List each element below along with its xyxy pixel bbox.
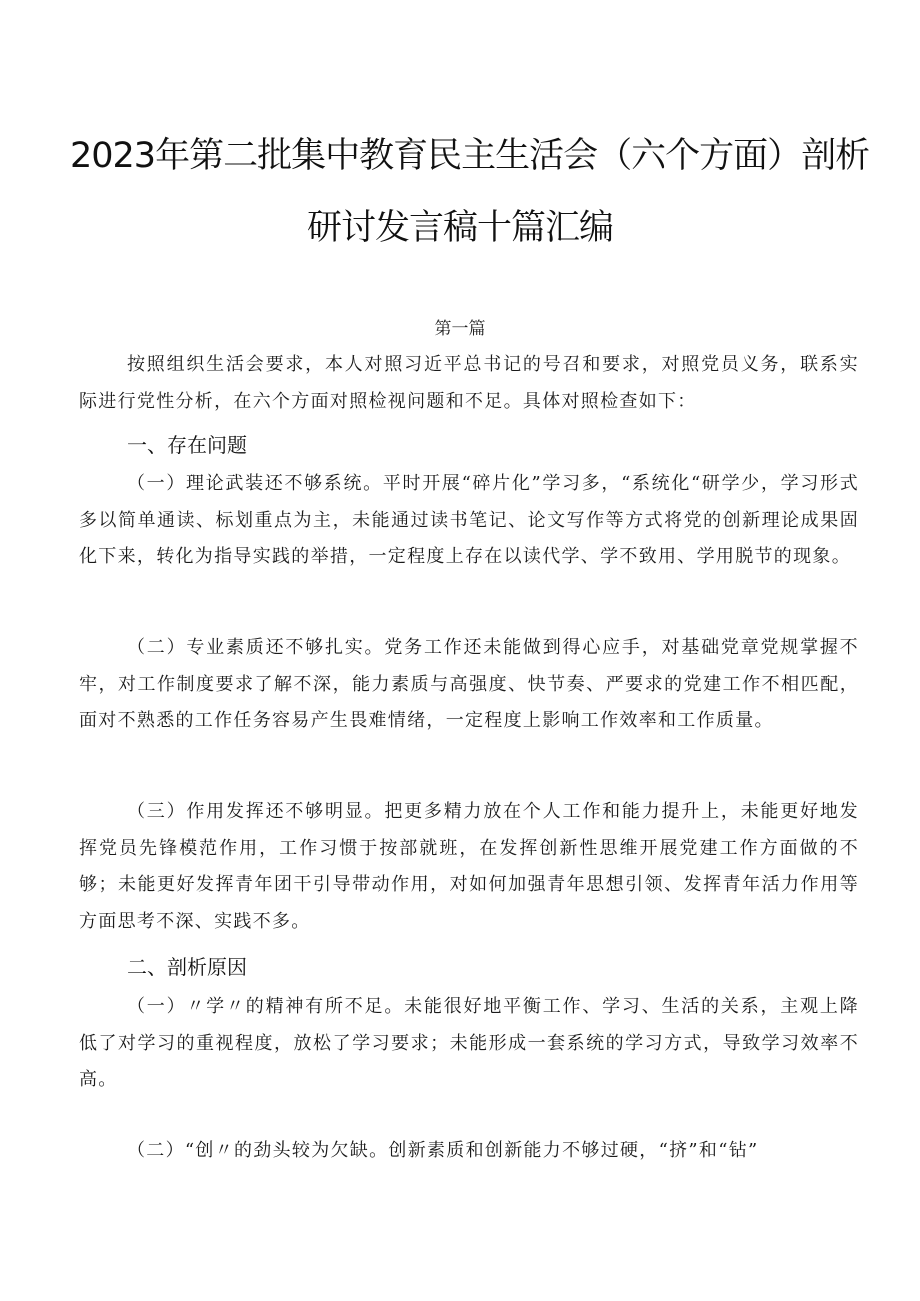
cause-paragraph-2: （二）“创〃的劲头较为欠缺。创新素质和创新能力不够过硬，“挤”和“钻” bbox=[127, 1140, 759, 1161]
chapter-label: 第一篇 bbox=[434, 319, 486, 339]
document-title-line-2: 研讨发言稿十篇汇编 bbox=[306, 208, 613, 248]
section-heading-causes: 二、剖析原因 bbox=[127, 955, 247, 979]
cause-paragraph-1: （一）〃学〃的精神有所不足。未能很好地平衡工作、学习、生活的关系，主观上降低了对学习的重视程度，放松了学习要求；未能形成一套系统的学习方式，导致学习效率不高。 bbox=[79, 996, 859, 1090]
intro-paragraph: 按照组织生活会要求，本人对照习近平总书记的号召和要求，对照党员义务，联系实际进行党性分析，在六个方面对照检视问题和不足。具体对照检查如下： bbox=[79, 354, 859, 412]
document-title-line-1: 2023年第二批集中教育民主生活会（六个方面）剖析 bbox=[70, 136, 870, 176]
problem-paragraph-3: （三）作用发挥还不够明显。把更多精力放在个人工作和能力提升上，未能更好地发挥党员先锋模范作用，工作习惯于按部就班，在发挥创新性思维开展党建工作方面做的不够；未能更好发挥青年团干引导带动作用，对如何加强青年思想引领、发挥青年活力作用等方面思考不深、实践不多。 bbox=[79, 801, 859, 932]
section-heading-problems: 一、存在问题 bbox=[127, 433, 247, 457]
problem-paragraph-1: （一）理论武装还不够系统。平时开展“碎片化”学习多，“系统化“研学少，学习形式多以简单通读、标划重点为主，未能通过读书笔记、论文写作等方式将党的创新理论成果固化下来，转化为指导实践的举措，一定程度上存在以读代学、学不致用、学用脱节的现象。 bbox=[79, 473, 859, 567]
problem-paragraph-2: （二）专业素质还不够扎实。党务工作还未能做到得心应手，对基础党章党规掌握不牢，对工作制度要求了解不深，能力素质与高强度、快节奏、严要求的党建工作不相匹配，面对不熟悉的工作任务容易产生畏难情绪，一定程度上影响工作效率和工作质量。 bbox=[79, 637, 859, 731]
